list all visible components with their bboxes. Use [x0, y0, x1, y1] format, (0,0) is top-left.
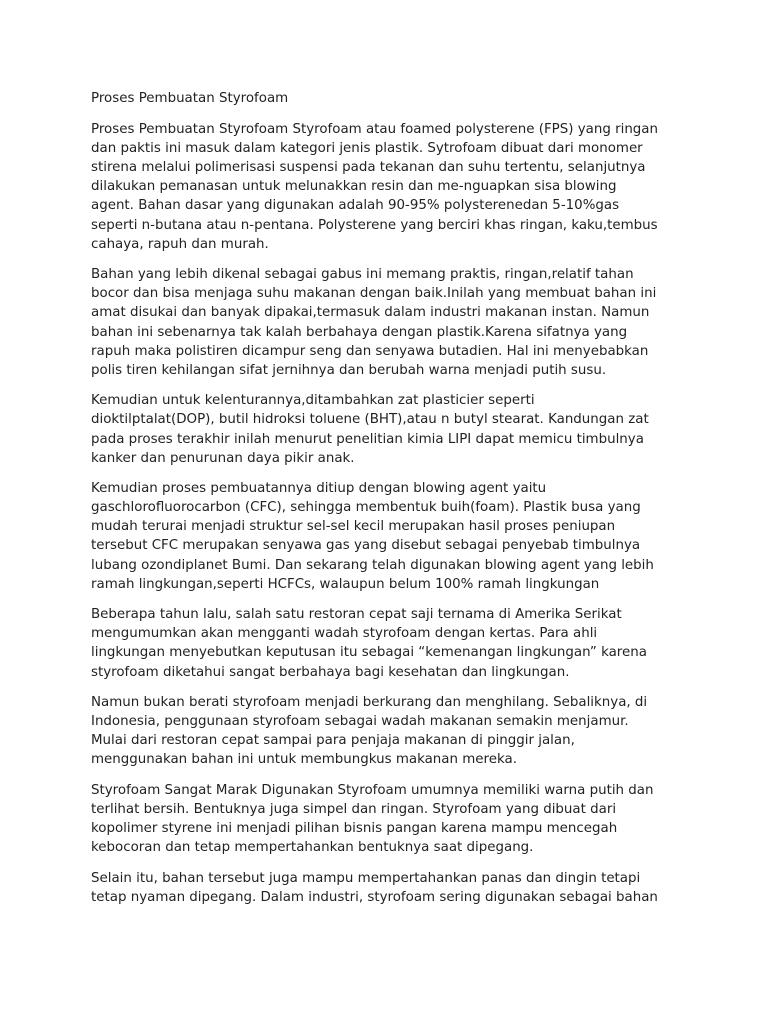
paragraph [91, 869, 683, 907]
paragraph-line: dan paktis ini masuk dalam kategori jenis plastik. Sytrofoam dibuat dari monomer [91, 141, 643, 157]
paragraph-line: cahaya, rapuh dan murah. [91, 236, 269, 252]
paragraph [91, 391, 683, 467]
paragraph-line: pada proses terakhir inilah menurut penelitian kimia LIPI dapat memicu timbulnya [91, 431, 644, 447]
paragraph-line: agent. Bahan dasar yang digunakan adalah 90-95% polysterenedan 5-10%gas [91, 198, 620, 214]
paragraph-line: bahan ini sebenarnya tak kalah berbahaya dengan plastik.Karena sifatnya yang [91, 324, 628, 340]
paragraph-line: kanker dan penurunan daya pikir anak. [91, 450, 355, 466]
document-body [91, 120, 683, 907]
paragraph [91, 120, 683, 254]
paragraph-line: lubang ozondiplanet Bumi. Dan sekarang telah digunakan blowing agent yang lebih [91, 557, 654, 573]
paragraph-line: seperti n-butana atau n-pentana. Polysterene yang berciri khas ringan, kaku,tembus [91, 217, 658, 233]
paragraph-line: styrofoam diketahui sangat berbahaya bagi kesehatan dan lingkungan. [91, 664, 570, 680]
paragraph-line: tetap nyaman dipegang. Dalam industri, styrofoam sering digunakan sebagai bahan [91, 889, 658, 905]
paragraph [91, 265, 683, 380]
paragraph-line: Kemudian proses pembuatannya ditiup dengan blowing agent yaitu [91, 481, 547, 497]
paragraph-line: Selain itu, bahan tersebut juga mampu mempertahankan panas dan dingin tetapi [91, 870, 641, 886]
paragraph-line: Bahan yang lebih dikenal sebagai gabus ini memang praktis, ringan,relatif tahan [91, 267, 634, 283]
paragraph-line: dioktilptalat(DOP), butil hidroksi toluene (BHT),atau n butyl stearat. Kandungan zat [91, 412, 649, 428]
paragraph-line: Styrofoam Sangat Marak Digunakan Styrofoam umumnya memiliki warna putih dan [91, 783, 654, 798]
paragraph-line: Namun bukan berati styrofoam menjadi berkurang dan menghilang. Sebaliknya, di [91, 695, 648, 711]
paragraph-line: Indonesia, penggunaan styrofoam sebagai wadah makanan semakin menjamur. [91, 714, 629, 730]
paragraph-line: polis tiren kehilangan sifat jernihnya dan berubah warna menjadi putih susu. [91, 362, 607, 378]
paragraph [91, 479, 683, 594]
paragraph-line: tersebut CFC merupakan senyawa gas yang disebut sebagai penyebab timbulnya [91, 538, 641, 554]
paragraph-line: terlihat bersih. Bentuknya juga simpel dan ringan. Styrofoam yang dibuat dari [91, 802, 617, 818]
paragraph-line: menggunakan bahan ini untuk membungkus makanan mereka. [91, 752, 517, 768]
paragraph-line: Beberapa tahun lalu, salah satu restoran cepat saji ternama di Amerika Serikat [91, 607, 622, 623]
paragraph-line: dilakukan pemanasan untuk melunakkan resin dan me-nguapkan sisa blowing [91, 179, 617, 195]
paragraph-line: mudah terurai menjadi struktur sel-sel kecil merupakan hasil proses peniupan [91, 519, 616, 535]
paragraph-line: rapuh maka polistiren dicampur seng dan senyawa butadien. Hal ini menyebabkan [91, 343, 649, 359]
paragraph-line: kebocoran dan tetap mempertahankan bentuknya saat dipegang. [91, 840, 534, 856]
paragraph-line: Kemudian untuk kelenturannya,ditambahkan zat plasticier seperti [91, 393, 535, 409]
paragraph-line: gaschlorofluorocarbon (CFC), sehingga membentuk buih(foam). Plastik busa yang [91, 500, 641, 516]
paragraph-line: Mulai dari restoran cepat sampai para penjaja makanan di pinggir jalan, [91, 733, 575, 749]
paragraph [91, 693, 683, 769]
paragraph-line: Proses Pembuatan Styrofoam Styrofoam atau foamed polysterene (FPS) yang ringan [91, 122, 658, 138]
document-title: Proses Pembuatan Styrofoam [91, 91, 289, 106]
paragraph-line: bocor dan bisa menjaga suhu makanan dengan baik.Inilah yang membuat bahan ini [91, 286, 657, 302]
paragraph [91, 605, 683, 681]
paragraph [91, 781, 683, 857]
paragraph-line: stirena melalui polimerisasi suspensi pada tekanan dan suhu tertentu, selanjutnya [91, 160, 646, 176]
paragraph-line: lingkungan menyebutkan keputusan itu sebagai “kemenangan lingkungan” karena [91, 645, 647, 661]
paragraph-line: amat disukai dan banyak dipakai,termasuk dalam industri makanan instan. Namun [91, 305, 650, 321]
paragraph-line: ramah lingkungan,seperti HCFCs, walaupun belum 100% ramah lingkungan [91, 576, 600, 592]
paragraph-line: kopolimer styrene ini menjadi pilihan bisnis pangan karena mampu mencegah [91, 821, 618, 837]
document-page [91, 89, 683, 919]
paragraph-line: mengumumkan akan mengganti wadah styrofoam dengan kertas. Para ahli [91, 626, 598, 642]
